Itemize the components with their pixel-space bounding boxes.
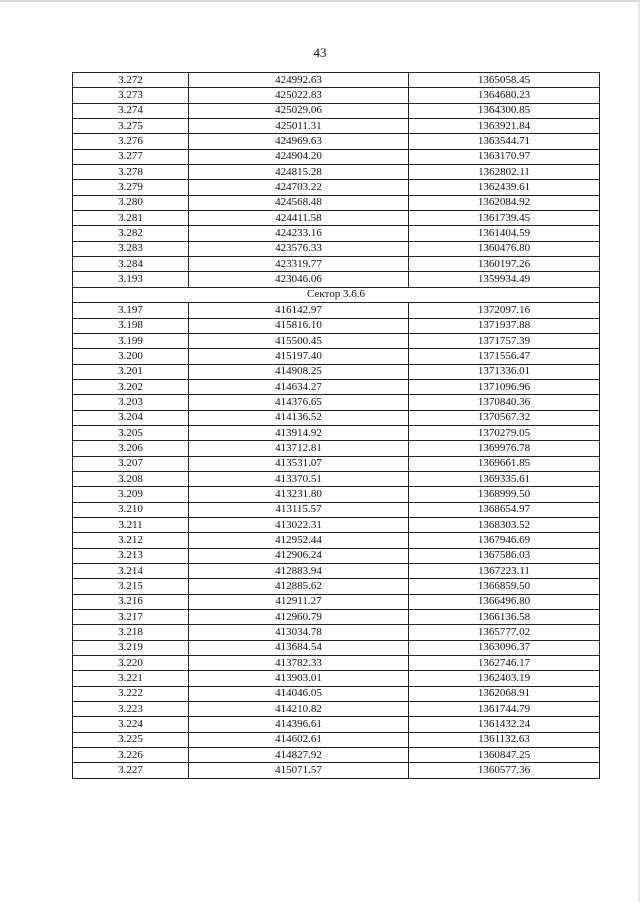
y-coordinate-cell: 1362439.61 <box>409 180 600 195</box>
y-coordinate-cell: 1366496.80 <box>409 594 600 609</box>
y-coordinate-cell: 1366136.58 <box>409 610 600 625</box>
y-coordinate-cell: 1371757.39 <box>409 333 600 348</box>
y-coordinate-cell: 1362403.19 <box>409 671 600 686</box>
x-coordinate-cell: 412883.94 <box>189 564 409 579</box>
x-coordinate-cell: 414136.52 <box>189 410 409 425</box>
point-number-cell: 3.213 <box>73 548 189 563</box>
table-row <box>73 211 600 226</box>
table-row <box>73 548 600 563</box>
table-row <box>73 502 600 517</box>
table-row <box>73 180 600 195</box>
point-number-cell: 3.204 <box>73 410 189 425</box>
table-row <box>73 517 600 532</box>
point-number-cell: 3.220 <box>73 656 189 671</box>
table-row <box>73 610 600 625</box>
table-row <box>73 717 600 732</box>
table-row <box>73 165 600 180</box>
point-number-cell: 3.224 <box>73 717 189 732</box>
table-row <box>73 195 600 210</box>
y-coordinate-cell: 1360577.36 <box>409 763 600 778</box>
x-coordinate-cell: 424703.22 <box>189 180 409 195</box>
y-coordinate-cell: 1365058.45 <box>409 73 600 88</box>
table-row <box>73 303 600 318</box>
point-number-cell: 3.274 <box>73 103 189 118</box>
x-coordinate-cell: 413903.01 <box>189 671 409 686</box>
table-row <box>73 73 600 88</box>
y-coordinate-cell: 1360197.26 <box>409 257 600 272</box>
point-number-cell: 3.283 <box>73 241 189 256</box>
point-number-cell: 3.227 <box>73 763 189 778</box>
table-row <box>73 702 600 717</box>
x-coordinate-cell: 415816.10 <box>189 318 409 333</box>
point-number-cell: 3.278 <box>73 165 189 180</box>
table-row <box>73 149 600 164</box>
table-row <box>73 533 600 548</box>
x-coordinate-cell: 414376.65 <box>189 395 409 410</box>
table-row <box>73 625 600 640</box>
y-coordinate-cell: 1370567.32 <box>409 410 600 425</box>
point-number-cell: 3.205 <box>73 425 189 440</box>
x-coordinate-cell: 423319.77 <box>189 257 409 272</box>
x-coordinate-cell: 412960.79 <box>189 610 409 625</box>
sector-heading-row <box>73 287 600 302</box>
point-number-cell: 3.277 <box>73 149 189 164</box>
y-coordinate-cell: 1370840.36 <box>409 395 600 410</box>
table-row <box>73 226 600 241</box>
table-row <box>73 456 600 471</box>
y-coordinate-cell: 1369661.85 <box>409 456 600 471</box>
x-coordinate-cell: 413914.92 <box>189 425 409 440</box>
table-row <box>73 671 600 686</box>
coordinates-table <box>72 72 600 779</box>
point-number-cell: 3.200 <box>73 349 189 364</box>
x-coordinate-cell: 414634.27 <box>189 379 409 394</box>
point-number-cell: 3.284 <box>73 257 189 272</box>
y-coordinate-cell: 1368999.50 <box>409 487 600 502</box>
y-coordinate-cell: 1362802.11 <box>409 165 600 180</box>
x-coordinate-cell: 415197.40 <box>189 349 409 364</box>
x-coordinate-cell: 413034.78 <box>189 625 409 640</box>
point-number-cell: 3.201 <box>73 364 189 379</box>
x-coordinate-cell: 424568.48 <box>189 195 409 210</box>
x-coordinate-cell: 423576.33 <box>189 241 409 256</box>
table-row <box>73 686 600 701</box>
table-row <box>73 395 600 410</box>
x-coordinate-cell: 414602.61 <box>189 732 409 747</box>
point-number-cell: 3.218 <box>73 625 189 640</box>
point-number-cell: 3.215 <box>73 579 189 594</box>
y-coordinate-cell: 1364680.23 <box>409 88 600 103</box>
y-coordinate-cell: 1361432.24 <box>409 717 600 732</box>
y-coordinate-cell: 1370279.05 <box>409 425 600 440</box>
y-coordinate-cell: 1367223.11 <box>409 564 600 579</box>
y-coordinate-cell: 1359934.49 <box>409 272 600 287</box>
point-number-cell: 3.211 <box>73 517 189 532</box>
table-row <box>73 748 600 763</box>
table-row <box>73 763 600 778</box>
x-coordinate-cell: 413782.33 <box>189 656 409 671</box>
table-row <box>73 732 600 747</box>
x-coordinate-cell: 413370.51 <box>189 471 409 486</box>
y-coordinate-cell: 1362746.17 <box>409 656 600 671</box>
y-coordinate-cell: 1366859.50 <box>409 579 600 594</box>
point-number-cell: 3.214 <box>73 564 189 579</box>
sector-heading: Сектор 3.6.6 <box>73 287 600 302</box>
y-coordinate-cell: 1361404.59 <box>409 226 600 241</box>
y-coordinate-cell: 1360847.25 <box>409 748 600 763</box>
point-number-cell: 3.217 <box>73 610 189 625</box>
page-number: 43 <box>313 45 327 60</box>
table-row <box>73 134 600 149</box>
point-number-cell: 3.206 <box>73 441 189 456</box>
x-coordinate-cell: 424904.20 <box>189 149 409 164</box>
table-row <box>73 487 600 502</box>
point-number-cell: 3.197 <box>73 303 189 318</box>
x-coordinate-cell: 412952.44 <box>189 533 409 548</box>
point-number-cell: 3.209 <box>73 487 189 502</box>
x-coordinate-cell: 412885.62 <box>189 579 409 594</box>
scan-edge-top <box>0 0 640 2</box>
table-row <box>73 257 600 272</box>
point-number-cell: 3.199 <box>73 333 189 348</box>
x-coordinate-cell: 424992.63 <box>189 73 409 88</box>
point-number-cell: 3.275 <box>73 119 189 134</box>
table-row <box>73 410 600 425</box>
point-number-cell: 3.280 <box>73 195 189 210</box>
y-coordinate-cell: 1372097.16 <box>409 303 600 318</box>
x-coordinate-cell: 412911.27 <box>189 594 409 609</box>
table-row <box>73 103 600 118</box>
point-number-cell: 3.282 <box>73 226 189 241</box>
point-number-cell: 3.212 <box>73 533 189 548</box>
y-coordinate-cell: 1369335.61 <box>409 471 600 486</box>
point-number-cell: 3.208 <box>73 471 189 486</box>
y-coordinate-cell: 1362084.92 <box>409 195 600 210</box>
y-coordinate-cell: 1367586.03 <box>409 548 600 563</box>
x-coordinate-cell: 414046.05 <box>189 686 409 701</box>
table-row <box>73 333 600 348</box>
point-number-cell: 3.222 <box>73 686 189 701</box>
x-coordinate-cell: 424411.58 <box>189 211 409 226</box>
table-row <box>73 272 600 287</box>
y-coordinate-cell: 1362068.91 <box>409 686 600 701</box>
x-coordinate-cell: 413684.54 <box>189 640 409 655</box>
y-coordinate-cell: 1371937.88 <box>409 318 600 333</box>
x-coordinate-cell: 424233.16 <box>189 226 409 241</box>
x-coordinate-cell: 414396.61 <box>189 717 409 732</box>
y-coordinate-cell: 1360476.80 <box>409 241 600 256</box>
point-number-cell: 3.210 <box>73 502 189 517</box>
point-number-cell: 3.198 <box>73 318 189 333</box>
x-coordinate-cell: 415500.45 <box>189 333 409 348</box>
x-coordinate-cell: 413712.81 <box>189 441 409 456</box>
x-coordinate-cell: 414908.25 <box>189 364 409 379</box>
point-number-cell: 3.272 <box>73 73 189 88</box>
x-coordinate-cell: 425022.83 <box>189 88 409 103</box>
y-coordinate-cell: 1363544.71 <box>409 134 600 149</box>
table-row <box>73 594 600 609</box>
y-coordinate-cell: 1365777.02 <box>409 625 600 640</box>
x-coordinate-cell: 424969.63 <box>189 134 409 149</box>
table-row <box>73 349 600 364</box>
x-coordinate-cell: 414210.82 <box>189 702 409 717</box>
coordinates-table-body <box>73 73 600 779</box>
point-number-cell: 3.225 <box>73 732 189 747</box>
y-coordinate-cell: 1368303.52 <box>409 517 600 532</box>
table-row <box>73 364 600 379</box>
table-row <box>73 88 600 103</box>
x-coordinate-cell: 423046.06 <box>189 272 409 287</box>
table-row <box>73 579 600 594</box>
point-number-cell: 3.281 <box>73 211 189 226</box>
point-number-cell: 3.193 <box>73 272 189 287</box>
point-number-cell: 3.223 <box>73 702 189 717</box>
point-number-cell: 3.221 <box>73 671 189 686</box>
table-row <box>73 119 600 134</box>
table-row <box>73 379 600 394</box>
y-coordinate-cell: 1363096.37 <box>409 640 600 655</box>
y-coordinate-cell: 1361739.45 <box>409 211 600 226</box>
x-coordinate-cell: 413022.31 <box>189 517 409 532</box>
point-number-cell: 3.219 <box>73 640 189 655</box>
y-coordinate-cell: 1363170.97 <box>409 149 600 164</box>
table-row <box>73 318 600 333</box>
point-number-cell: 3.276 <box>73 134 189 149</box>
point-number-cell: 3.226 <box>73 748 189 763</box>
x-coordinate-cell: 424815.28 <box>189 165 409 180</box>
x-coordinate-cell: 413231.80 <box>189 487 409 502</box>
table-row <box>73 441 600 456</box>
y-coordinate-cell: 1371336.01 <box>409 364 600 379</box>
x-coordinate-cell: 416142.97 <box>189 303 409 318</box>
table-row <box>73 656 600 671</box>
x-coordinate-cell: 425029.06 <box>189 103 409 118</box>
y-coordinate-cell: 1361744.79 <box>409 702 600 717</box>
table-row <box>73 564 600 579</box>
point-number-cell: 3.216 <box>73 594 189 609</box>
y-coordinate-cell: 1364300.85 <box>409 103 600 118</box>
y-coordinate-cell: 1371096.96 <box>409 379 600 394</box>
y-coordinate-cell: 1367946.69 <box>409 533 600 548</box>
y-coordinate-cell: 1363921.84 <box>409 119 600 134</box>
x-coordinate-cell: 413531.07 <box>189 456 409 471</box>
x-coordinate-cell: 425011.31 <box>189 119 409 134</box>
y-coordinate-cell: 1371556.47 <box>409 349 600 364</box>
x-coordinate-cell: 415071.57 <box>189 763 409 778</box>
x-coordinate-cell: 412906.24 <box>189 548 409 563</box>
point-number-cell: 3.207 <box>73 456 189 471</box>
point-number-cell: 3.279 <box>73 180 189 195</box>
y-coordinate-cell: 1369976.78 <box>409 441 600 456</box>
point-number-cell: 3.273 <box>73 88 189 103</box>
point-number-cell: 3.203 <box>73 395 189 410</box>
x-coordinate-cell: 414827.92 <box>189 748 409 763</box>
table-row <box>73 640 600 655</box>
y-coordinate-cell: 1368654.97 <box>409 502 600 517</box>
x-coordinate-cell: 413115.57 <box>189 502 409 517</box>
y-coordinate-cell: 1361132.63 <box>409 732 600 747</box>
table-row <box>73 471 600 486</box>
table-row <box>73 425 600 440</box>
table-row <box>73 241 600 256</box>
point-number-cell: 3.202 <box>73 379 189 394</box>
